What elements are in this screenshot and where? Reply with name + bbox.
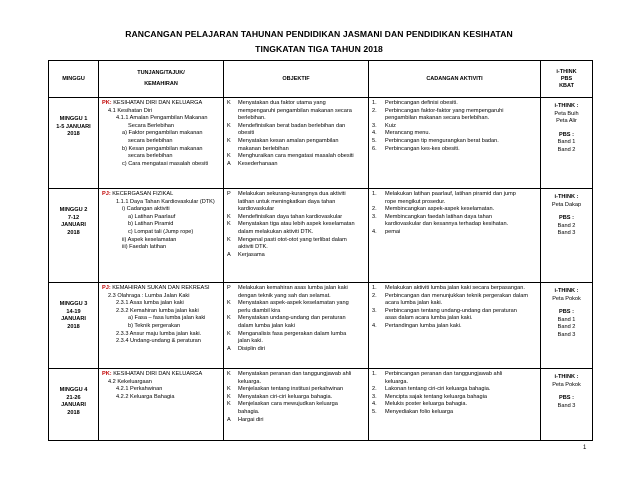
objektif-text: kardiovaskular xyxy=(238,206,275,213)
aktiviti-text: pengambilan makanan secara berlebihan. xyxy=(385,115,490,122)
aktiviti-number: 4. xyxy=(372,322,377,329)
tunjang-line: 2.3.2 Kemahiran lumba jalan kaki xyxy=(116,307,199,314)
objektif-line xyxy=(227,323,365,331)
aktiviti-line xyxy=(372,379,537,387)
objektif-marker: A xyxy=(227,345,231,352)
ithink-label: i-THINK : xyxy=(554,374,579,380)
week-line: MINGGU 4 xyxy=(59,387,88,393)
objektif-text: Menganalisis fasa pergerakan dalam lumba xyxy=(238,330,347,337)
aktiviti-text: Menyediakan folio keluarga xyxy=(385,408,454,415)
aktiviti-text: asas dalam acara lumba jalan kaki. xyxy=(385,315,473,322)
aktiviti-text: kardiovaskular dan kesannya terhadap kesihatan. xyxy=(385,221,509,228)
objektif-cell xyxy=(224,369,369,441)
objektif-marker: A xyxy=(227,160,231,167)
objektif-text: keluarga. xyxy=(238,378,262,385)
objektif-text: Hargai diri xyxy=(238,416,264,423)
objektif-marker: K xyxy=(227,393,231,400)
objektif-line xyxy=(227,123,365,131)
ithink-cell xyxy=(541,283,593,369)
objektif-line xyxy=(227,394,365,402)
aktiviti-cell xyxy=(369,369,541,441)
week-cell xyxy=(49,369,99,441)
tunjang-line: PJ: KECERGASAN FIZIKAL xyxy=(102,191,174,197)
ithink-label: i-THINK : xyxy=(554,103,579,109)
ithink-label: i-THINK : xyxy=(554,194,579,200)
objektif-text: Disiplin diri xyxy=(238,345,266,352)
aktiviti-number: 3. xyxy=(372,122,377,129)
tunjang-line: b) Teknik pergerakan xyxy=(128,322,181,329)
objektif-text: bahagia. xyxy=(238,408,260,415)
tunjang-line: 2.3.4 Undang-undang & peraturan xyxy=(116,338,201,345)
aktiviti-text: Pertandingan lumba jalan kaki. xyxy=(385,322,462,329)
objektif-line xyxy=(227,285,365,293)
tunjang-line: ii) Aspek keselamatan xyxy=(122,236,177,243)
objektif-line xyxy=(227,108,365,116)
aktiviti-line xyxy=(372,386,537,394)
objektif-marker: A xyxy=(227,416,231,423)
objektif-line xyxy=(227,338,365,346)
objektif-text: jalan kaki. xyxy=(238,338,263,345)
week-line: JANUARI xyxy=(61,402,86,409)
aktiviti-line xyxy=(372,214,537,222)
objektif-line xyxy=(227,221,365,229)
tunjang-line: 2.3.1 Asas lumba jalan kaki xyxy=(116,300,184,307)
objektif-marker: K xyxy=(227,137,231,144)
tunjang-line: secara berlebihan xyxy=(128,153,173,160)
objektif-text: Menyatakan aspek-aspek keselamatan yang xyxy=(238,300,349,307)
objektif-line xyxy=(227,161,365,169)
aktiviti-line xyxy=(372,206,537,214)
tunjang-line: 2.3.3 Ansur maju lumba jalan kaki. xyxy=(116,330,202,337)
week-line: 2018 xyxy=(67,409,80,416)
objektif-line xyxy=(227,371,365,379)
component-prefix: PK: xyxy=(102,371,112,377)
aktiviti-number: 3. xyxy=(372,307,377,314)
aktiviti-line xyxy=(372,371,537,379)
objektif-line xyxy=(227,346,365,354)
objektif-text: Menghuraikan cara mengatasi masalah obesiti xyxy=(238,153,354,160)
tunjang-line: b) Kesan pengambilan makanan xyxy=(122,145,203,152)
lesson-plan-table xyxy=(48,60,593,441)
week-line: MINGGU 2 xyxy=(59,207,88,213)
aktiviti-number: 4. xyxy=(372,401,377,408)
tunjang-cell xyxy=(99,98,224,189)
objektif-line xyxy=(227,237,365,245)
aktiviti-cell xyxy=(369,283,541,369)
objektif-line xyxy=(227,331,365,339)
ithink-map: Peta Buih xyxy=(554,110,579,117)
objektif-line xyxy=(227,293,365,301)
aktiviti-line xyxy=(372,285,537,293)
objektif-text: Menyatakan peranan dan tanggungjawab ahli xyxy=(238,371,352,377)
pbs-label: PBS : xyxy=(559,215,574,222)
aktiviti-line xyxy=(372,293,537,301)
aktiviti-cell xyxy=(369,98,541,189)
table-row xyxy=(49,189,593,283)
objektif-marker: K xyxy=(227,386,231,393)
objektif-text: Mendefinisikan berat badan berlebihan dan xyxy=(238,122,346,129)
aktiviti-number: 2. xyxy=(372,107,377,114)
tunjang-line: 2.3 Olahraga : Lumba Jalan Kaki xyxy=(108,292,190,299)
header-tunjang-line2: KEMAHIRAN xyxy=(144,81,178,87)
objektif-marker: K xyxy=(227,330,231,337)
tunjang-line: Secara Berlebihan xyxy=(128,122,175,129)
objektif-text: Menjelaskan cara mewujudkan keluarga xyxy=(238,401,338,408)
aktiviti-number: 1. xyxy=(372,191,377,197)
objektif-text: Mengenal pasti otot-otot yang terlibat dalam xyxy=(238,236,347,243)
ithink-map: Peta Pokok xyxy=(552,295,581,302)
pbs-band: Band 2 xyxy=(557,324,576,331)
aktiviti-number: 3. xyxy=(372,393,377,400)
week-line: 2018 xyxy=(67,131,80,138)
objektif-text: Kesederhanaan xyxy=(238,160,278,167)
objektif-line xyxy=(227,401,365,409)
ithink-cell xyxy=(541,369,593,441)
table-row xyxy=(49,283,593,369)
tunjang-line: 4.2 Kekeluargaan xyxy=(108,378,152,385)
tunjang-line: PJ: KEMAHIRAN SUKAN DAN REKREASI xyxy=(102,285,210,291)
objektif-text: Kerjasama xyxy=(238,251,265,258)
objektif-line xyxy=(227,315,365,323)
objektif-text: latihan untuk meningkatkan daya tahan xyxy=(238,198,336,205)
tunjang-line: 1.1.1 Daya Tahan Kardiovaskular (DTK) xyxy=(116,198,215,205)
objektif-line xyxy=(227,229,365,237)
tunjang-line: 4.2.2 Keluarga Bahagia xyxy=(116,393,175,400)
pbs-label: PBS : xyxy=(559,309,574,316)
header-ithink-line1: i-THINK xyxy=(556,68,577,75)
objektif-marker: K xyxy=(227,236,231,243)
week-line: 1-5 JANUARI xyxy=(56,123,91,130)
objektif-cell xyxy=(224,98,369,189)
week-line: JANUARI xyxy=(61,316,86,323)
pbs-band: Band 1 xyxy=(557,316,576,323)
pbs-band: Band 3 xyxy=(557,230,576,237)
tunjang-line: iii) Faedah latihan xyxy=(122,244,167,251)
week-line: 2018 xyxy=(67,229,80,236)
component-prefix: PJ: xyxy=(102,285,111,291)
tunjang-line: PK: KESIHATAN DIRI DAN KELUARGA xyxy=(102,100,203,106)
aktiviti-number: 4. xyxy=(372,130,377,137)
aktiviti-text: Perbincangan tip mengurangkan berat badan. xyxy=(385,137,499,144)
objektif-text: Menjelaskan tentang institusi perkahwinan xyxy=(238,386,344,393)
tunjang-cell xyxy=(99,189,224,283)
aktiviti-text: Melakukan aktiviti lumba jalan kaki secara berpasangan. xyxy=(385,285,525,291)
aktiviti-text: Perbincangan peranan dan tanggungjawab ahli xyxy=(385,371,503,377)
document-title: RANCANGAN PELAJARAN TAHUNAN PENDIDIKAN JASMANI DAN PENDIDIKAN KESIHATAN xyxy=(125,29,513,39)
objektif-marker: K xyxy=(227,401,231,408)
objektif-line xyxy=(227,252,365,260)
tunjang-cell xyxy=(99,369,224,441)
objektif-text: dengan teknik yang sah dan selamat. xyxy=(238,292,331,299)
aktiviti-line xyxy=(372,323,537,331)
objektif-marker: K xyxy=(227,153,231,160)
objektif-text: aktiviti DTK. xyxy=(238,244,268,251)
aktiviti-text: acara lumba jalan kaki. xyxy=(385,300,443,307)
week-cell xyxy=(49,98,99,189)
tunjang-line: 4.1.1 Amalan Pengambilan Makanan xyxy=(116,115,208,122)
objektif-text: dalam lumba jalan kaki xyxy=(238,322,295,329)
aktiviti-text: Membincangkan aspek-aspek keselamatan. xyxy=(385,206,495,213)
aktiviti-line xyxy=(372,401,537,409)
objektif-line xyxy=(227,191,365,199)
aktiviti-cell xyxy=(369,189,541,283)
aktiviti-text: Perbincangan tentang undang-undang dan peraturan xyxy=(385,307,517,314)
header-cadangan: CADANGAN AKTIVITI xyxy=(369,61,541,98)
objektif-line xyxy=(227,379,365,387)
aktiviti-line xyxy=(372,300,537,308)
aktiviti-line xyxy=(372,409,537,417)
aktiviti-text: Melukis poster keluarga bahagia. xyxy=(385,401,468,408)
objektif-line xyxy=(227,300,365,308)
objektif-line xyxy=(227,409,365,417)
pbs-band: Band 3 xyxy=(557,402,576,409)
tunjang-line: 4.1 Kesihatan Diri xyxy=(108,107,153,114)
aktiviti-text: Perbincangan dan menunjukkan teknik pergerakan dalam xyxy=(385,292,529,299)
objektif-text: Melakukan kemahiran asas lumba jalan kaki xyxy=(238,285,348,291)
aktiviti-number: 4. xyxy=(372,228,377,235)
objektif-marker: P xyxy=(227,191,231,197)
objektif-marker: K xyxy=(227,122,231,129)
ithink-map: Peta Alir xyxy=(556,118,577,125)
aktiviti-line xyxy=(372,221,537,229)
tunjang-line: c) Cara mengatasi masalah obesiti xyxy=(122,160,209,167)
header-ithink-line2: PBS xyxy=(560,75,573,82)
aktiviti-line xyxy=(372,108,537,116)
objektif-line xyxy=(227,100,365,108)
ithink-cell xyxy=(541,189,593,283)
aktiviti-number: 2. xyxy=(372,206,377,213)
aktiviti-line xyxy=(372,315,537,323)
table-header-row xyxy=(49,61,593,98)
aktiviti-text: Perbincangan kes-kes obesiti. xyxy=(385,145,460,152)
header-ithink-line3: KBAT xyxy=(559,82,574,89)
objektif-text: Menyatakan dua faktor utama yang xyxy=(238,100,326,106)
component-prefix: PK: xyxy=(102,100,112,106)
aktiviti-line xyxy=(372,138,537,146)
objektif-marker: K xyxy=(227,315,231,322)
table-row xyxy=(49,369,593,441)
aktiviti-text: Perbincangan definisi obesiti. xyxy=(385,100,458,106)
objektif-text: makanan berlebihan xyxy=(238,145,289,152)
objektif-cell xyxy=(224,283,369,369)
document-subtitle: TINGKATAN TIGA TAHUN 2018 xyxy=(255,44,383,54)
aktiviti-line xyxy=(372,199,537,207)
aktiviti-text: Mencipta sajak tentang keluarga bahagia xyxy=(385,393,488,400)
aktiviti-line xyxy=(372,394,537,402)
header-tunjang-line1: TUNJANG/TAJUK/ xyxy=(137,70,185,76)
pbs-label: PBS : xyxy=(559,395,574,402)
header-ithink xyxy=(541,61,593,98)
aktiviti-line xyxy=(372,146,537,154)
aktiviti-line xyxy=(372,100,537,108)
objektif-line xyxy=(227,308,365,316)
objektif-text: obesiti xyxy=(238,130,255,137)
objektif-marker: A xyxy=(227,251,231,258)
objektif-line xyxy=(227,417,365,425)
pbs-band: Band 2 xyxy=(557,222,576,229)
aktiviti-number: 3. xyxy=(372,213,377,220)
objektif-cell xyxy=(224,189,369,283)
tunjang-cell xyxy=(99,283,224,369)
tunjang-line: a) Faktor pengambilan makanan xyxy=(122,130,203,137)
week-line: 21-26 xyxy=(66,394,81,401)
aktiviti-number: 1. xyxy=(372,371,377,377)
aktiviti-text: Lakonan tentang ciri-ciri keluarga bahagia. xyxy=(385,386,491,393)
header-minggu: MINGGU xyxy=(49,61,99,98)
week-cell xyxy=(49,283,99,369)
objektif-text: mempengaruhi pengambilan makanan secara xyxy=(238,107,352,114)
objektif-line xyxy=(227,130,365,138)
aktiviti-text: Melakukan latihan paarlauf, latihan piramid dan jump xyxy=(385,191,516,197)
pbs-band: Band 1 xyxy=(557,139,576,146)
objektif-line xyxy=(227,146,365,154)
week-line: MINGGU 1 xyxy=(59,116,88,122)
objektif-marker: P xyxy=(227,285,231,291)
objektif-line xyxy=(227,153,365,161)
objektif-text: perlu diambil kira xyxy=(238,307,281,314)
week-line: 7-12 xyxy=(67,214,80,221)
header-tunjang xyxy=(99,61,224,98)
objektif-text: Menyatakan ciri-ciri keluarga bahagia. xyxy=(238,393,333,400)
tunjang-line: 4.2.1 Perkahwinan xyxy=(116,386,163,393)
pbs-label: PBS : xyxy=(559,131,574,138)
objektif-marker: K xyxy=(227,221,231,228)
aktiviti-text: Kuiz xyxy=(385,122,396,129)
objektif-text: Mendefinisikan daya tahan kardiovaskular xyxy=(238,213,343,220)
ithink-map: Peta Dakap xyxy=(551,201,582,208)
objektif-marker: K xyxy=(227,300,231,307)
tunjang-line: c) Lompat tali (Jump rope) xyxy=(128,228,194,235)
objektif-text: berlebihan. xyxy=(238,115,266,122)
objektif-text: Melakukan sekurang-kurangnya dua aktiviti xyxy=(238,191,346,197)
pbs-band: Band 3 xyxy=(557,331,576,338)
objektif-line xyxy=(227,138,365,146)
week-line: JANUARI xyxy=(61,222,86,229)
objektif-line xyxy=(227,214,365,222)
aktiviti-number: 1. xyxy=(372,100,377,106)
tunjang-line: secara berlebihan xyxy=(128,137,173,144)
aktiviti-number: 2. xyxy=(372,386,377,393)
objektif-text: Menyatakan tiga atau lebih aspek keselamatan xyxy=(238,221,355,228)
objektif-text: Menyatakan undang-undang dan peraturan xyxy=(238,315,346,322)
aktiviti-line xyxy=(372,229,537,237)
aktiviti-number: 5. xyxy=(372,137,377,144)
objektif-line xyxy=(227,199,365,207)
aktiviti-text: Membincangkan faedah latihan daya tahan xyxy=(385,213,492,220)
objektif-line xyxy=(227,244,365,252)
tunjang-line: i) Cadangan aktiviti xyxy=(122,206,170,213)
tunjang-line: b) Latihan Piramid xyxy=(128,221,174,228)
aktiviti-line xyxy=(372,191,537,199)
tunjang-line: a) Latihan Paarlauf xyxy=(128,213,176,220)
aktiviti-line xyxy=(372,115,537,123)
objektif-text: Menyatakan kesan amalan pengambilan xyxy=(238,137,339,144)
week-line: 2018 xyxy=(67,323,80,330)
ithink-cell xyxy=(541,98,593,189)
objektif-marker: K xyxy=(227,213,231,220)
pbs-band: Band 2 xyxy=(557,146,576,153)
tunjang-line: a) Fasa – fasa lumba jalan kaki xyxy=(128,315,206,322)
aktiviti-number: 5. xyxy=(372,408,377,415)
tunjang-line: PK: KESIHATAN DIRI DAN KELUARGA xyxy=(102,371,203,377)
aktiviti-number: 1. xyxy=(372,285,377,291)
aktiviti-text: keluarga. xyxy=(385,378,409,385)
aktiviti-text: Merancang menu. xyxy=(385,130,431,137)
header-objektif: OBJEKTIF xyxy=(224,61,369,98)
table-row xyxy=(49,98,593,189)
ithink-map: Peta Pokok xyxy=(552,381,581,388)
objektif-line xyxy=(227,206,365,214)
aktiviti-number: 2. xyxy=(372,292,377,299)
aktiviti-line xyxy=(372,123,537,131)
aktiviti-text: rope mengikut prosedur. xyxy=(385,198,446,205)
objektif-text: dalam melakukan aktiviti DTK. xyxy=(238,228,314,235)
objektif-line xyxy=(227,115,365,123)
aktiviti-text: Perbincangan faktor-faktor yang mempengaruhi xyxy=(385,107,504,114)
objektif-marker: K xyxy=(227,371,231,377)
aktiviti-text: pemai xyxy=(385,228,401,235)
objektif-marker: K xyxy=(227,100,231,106)
aktiviti-number: 6. xyxy=(372,145,377,152)
week-line: 14-19 xyxy=(66,308,81,315)
week-line: MINGGU 3 xyxy=(59,301,88,307)
week-cell xyxy=(49,189,99,283)
aktiviti-line xyxy=(372,130,537,138)
ithink-label: i-THINK : xyxy=(554,288,579,294)
page-number: 1 xyxy=(583,445,587,451)
objektif-line xyxy=(227,386,365,394)
aktiviti-line xyxy=(372,308,537,316)
component-prefix: PJ: xyxy=(102,191,111,197)
